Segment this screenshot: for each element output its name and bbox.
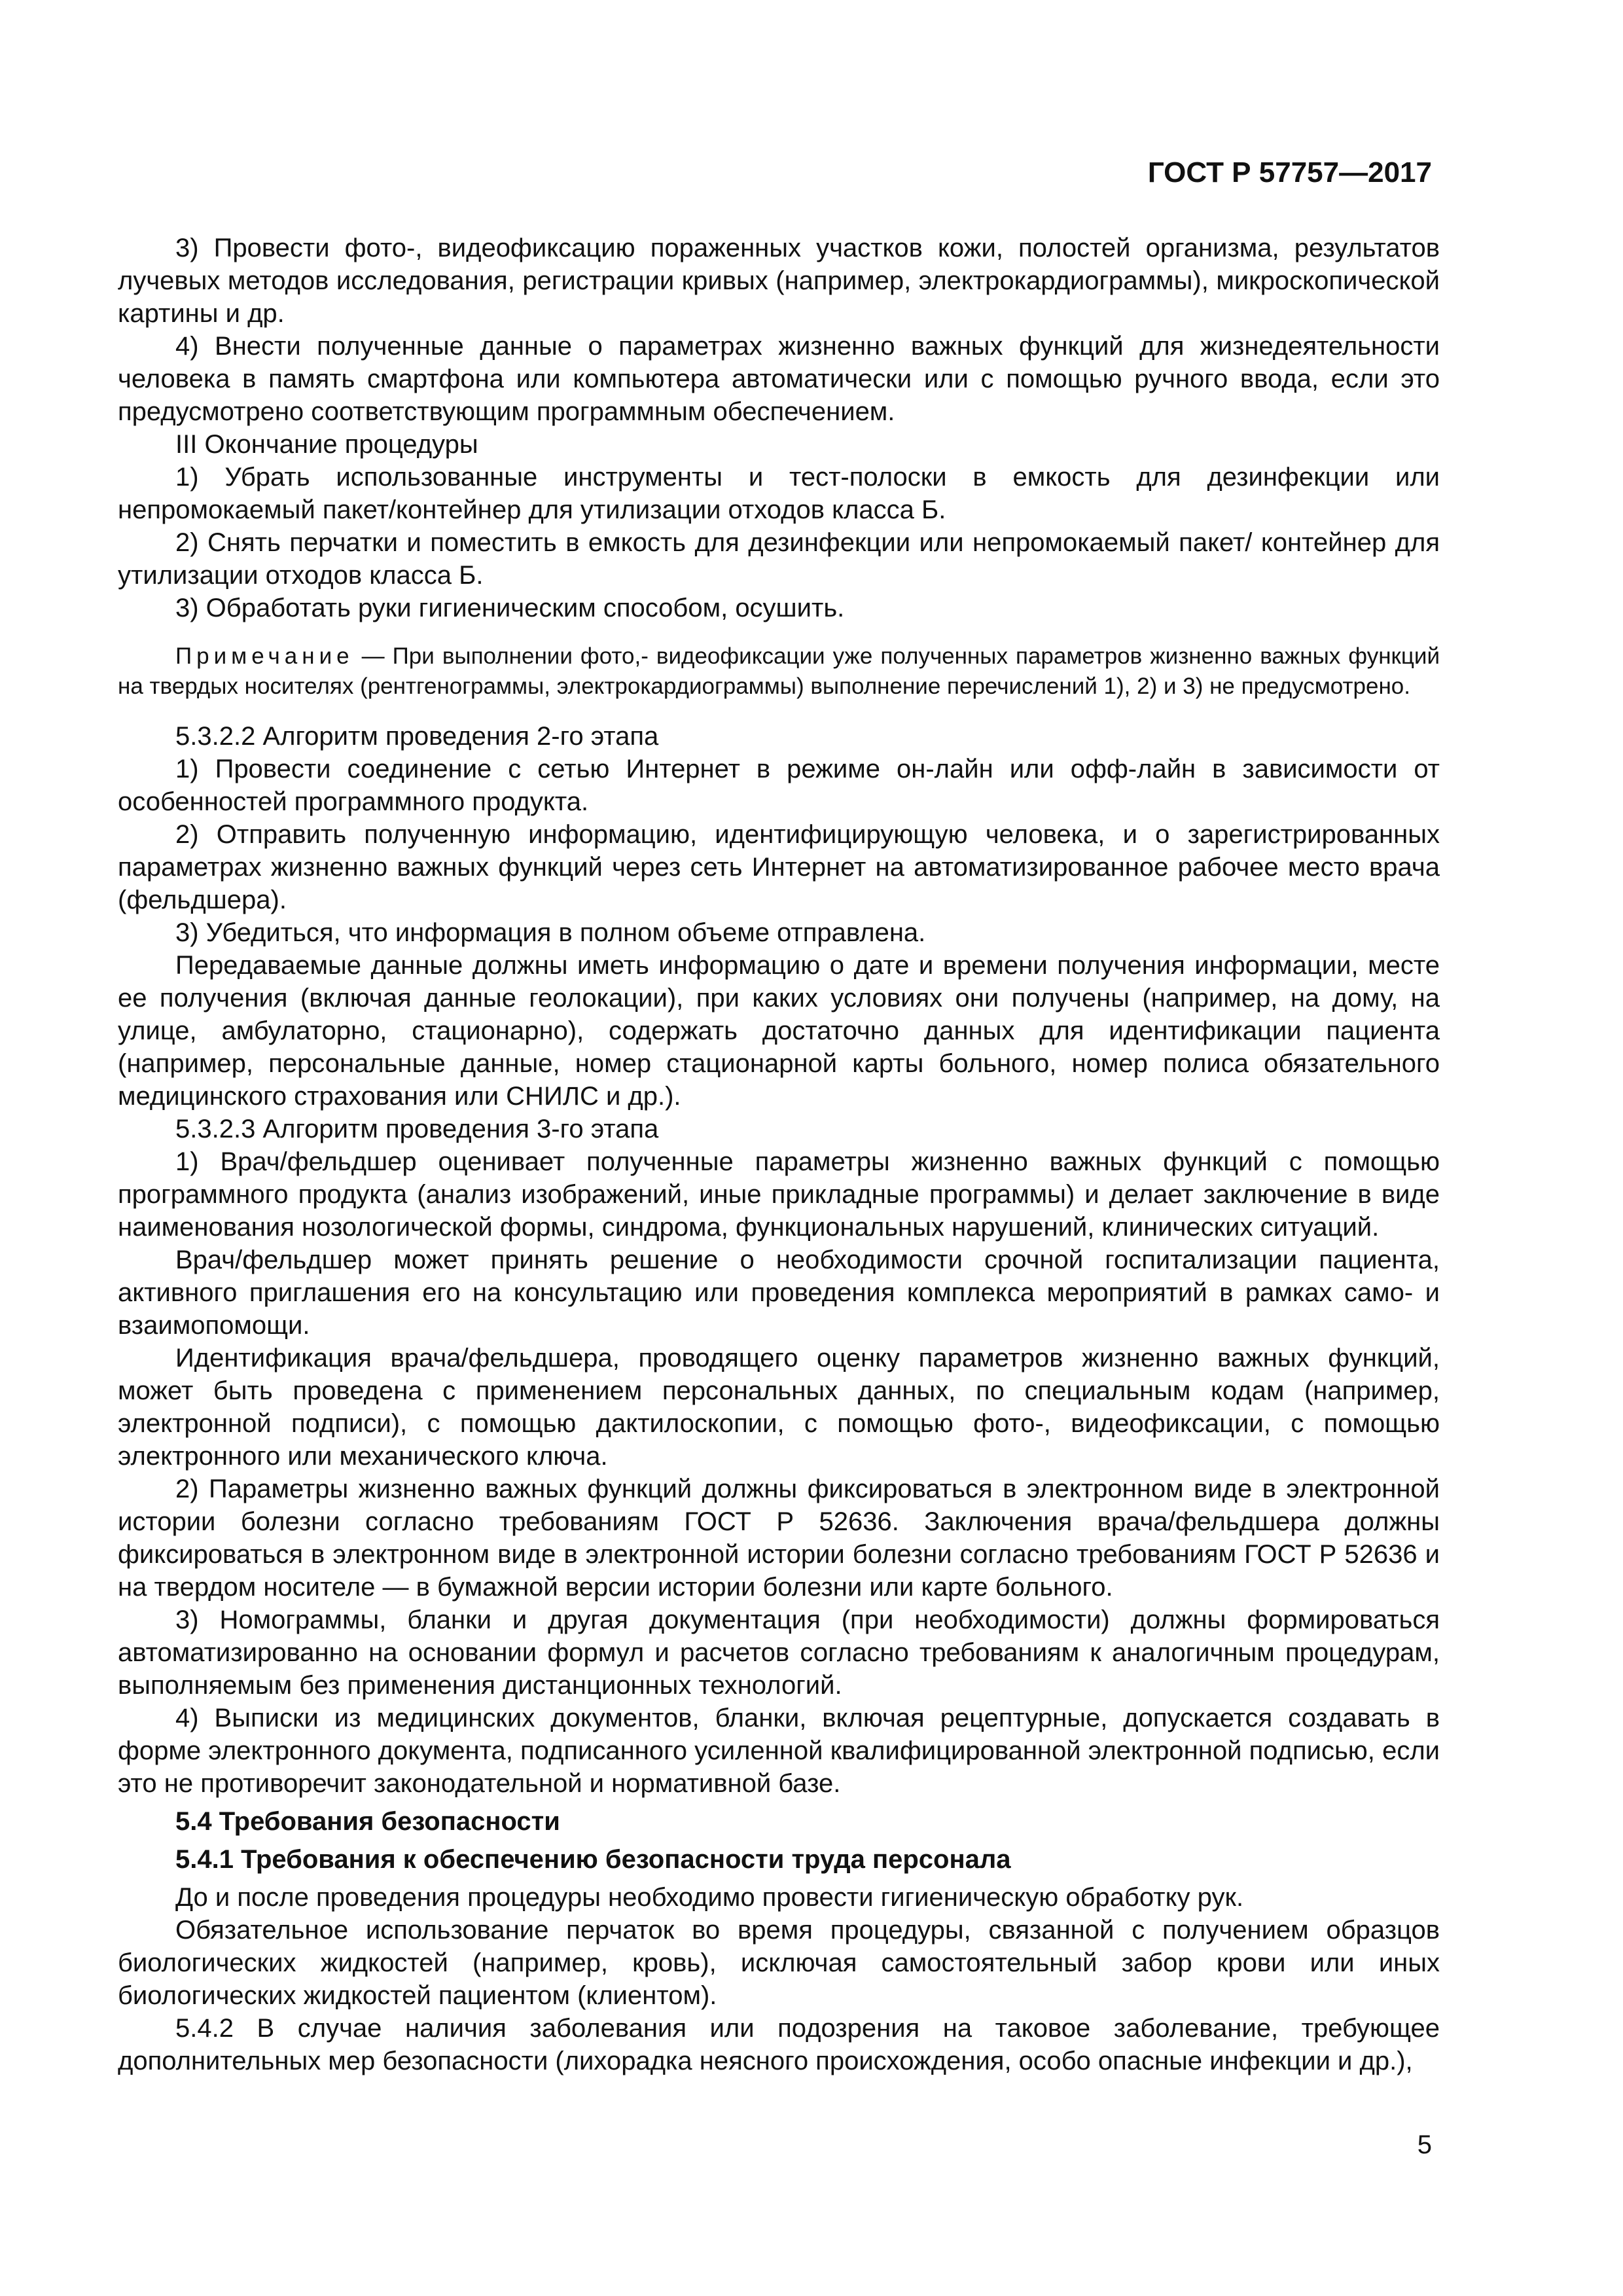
note-text: — При выполнении фото,- видеофиксации уже полученных параметров жизненно важных функций на твердых носителях (рентгенограммы, электрокардиограммы) выполнение перечислений 1), 2) и 3) не предусмотрено.	[118, 643, 1440, 699]
paragraph-hand-hygiene: До и после проведения процедуры необходимо провести гигиеническую обработку рук.	[175, 1883, 1244, 1912]
document-designation: ГОСТ Р 57757—2017	[1147, 156, 1432, 188]
paragraph-doctor-identification: Идентификация врача/фельдшера, проводящего оценку параметров жизненно важных функций, может быть проведена с применением персональных данных, по специальным кодам (например, электронной подписи), с помощью дактилоскопии, с помощью фото-, видеофиксации, с помощью электронного или механического ключа.	[118, 1344, 1440, 1471]
paragraph-enter-data: 4) Внести полученные данные о параметрах жизненно важных функций для жизнедеятельности человека в память смартфона или компьютера автоматически или с помощью ручного ввода, если это предусмотрено соответствующим программным обеспечением.	[118, 332, 1440, 426]
page-number: 5	[1417, 2130, 1432, 2159]
paragraph-remove-instruments: 1) Убрать использованные инструменты и тест-полоски в емкость для дезинфекции или непромокаемый пакет/контейнер для утилизации отходов класса Б.	[118, 463, 1440, 524]
paragraph-remove-gloves: 2) Снять перчатки и поместить в емкость для дезинфекции или непромокаемый пакет/ контейнер для утилизации отходов класса Б.	[118, 528, 1440, 590]
paragraph-gloves: Обязательное использование перчаток во время процедуры, связанной с получением образцов биологических жидкостей (например, кровь), исключая самостоятельный забор крови или иных биологических жидкостей пациентом (клиентом).	[118, 1916, 1440, 2010]
paragraph-verify-sent: 3) Убедиться, что информация в полном объеме отправлена.	[175, 918, 926, 947]
paragraph-doctor-evaluates: 1) Врач/фельдшер оценивает полученные параметры жизненно важных функций с помощью программного продукта (анализ изображений, иные прикладные программы) и делает заключение в виде наименования нозологической формы, синдрома, функциональных нарушений, клинических ситуаций.	[118, 1147, 1440, 1242]
note	[118, 641, 1440, 702]
paragraph-doctor-decision: Врач/фельдшер может принять решение о необходимости срочной госпитализации пациента, активного приглашения его на консультацию или проведения комплекса мероприятий в рамках само- и взаимопомощи.	[118, 1246, 1440, 1340]
paragraph-extracts: 4) Выписки из медицинских документов, бланки, включая рецептурные, допускается создавать в форме электронного документа, подписанного усиленной квалифицированной электронной подписью, если это не противоречит законодательной и нормативной базе.	[118, 1704, 1440, 1798]
paragraph-transmitted-data: Передаваемые данные должны иметь информацию о дате и времени получения информации, месте ее получения (включая данные геолокации), при каких условиях они получены (например, на дому, на улице, амбулаторно, стационарно), содержать достаточно данных для идентификации пациента (например, персональные данные, номер стационарной карты больного, номер полиса обязательного медицинского страхования или СНИЛС и др.).	[118, 951, 1440, 1111]
paragraph-procedure-end-title: III Окончание процедуры	[175, 430, 478, 459]
paragraph-disease-case: 5.4.2 В случае наличия заболевания или подозрения на таковое заболевание, требующее дополнительных мер безопасности (лихорадка неясного происхождения, особо опасные инфекции и др.),	[118, 2014, 1440, 2075]
paragraph-electronic-record: 2) Параметры жизненно важных функций должны фиксироваться в электронном виде в электронной истории болезни согласно требованиям ГОСТ Р 52636. Заключения врача/фельдшера должны фиксироваться в электронном виде в электронной истории болезни согласно требованиям ГОСТ Р 52636 и на твердом носителе — в бумажной версии истории болезни или карте больного.	[118, 1475, 1440, 1602]
paragraph-photo-fixation: 3) Провести фото-, видеофиксацию пораженных участков кожи, полостей организма, результатов лучевых методов исследования, регистрации кривых (например, электрокардиограммы), микроскопической картины и др.	[118, 234, 1440, 328]
section-heading-staff-safety: 5.4.1 Требования к обеспечению безопасности труда персонала	[175, 1845, 1011, 1874]
paragraph-internet-connection: 1) Провести соединение с сетью Интернет в режиме он-лайн или офф-лайн в зависимости от особенностей программного продукта.	[118, 755, 1440, 816]
page-body	[118, 232, 1440, 2077]
paragraph-stage3-title: 5.3.2.3 Алгоритм проведения 3-го этапа	[175, 1115, 659, 1143]
note-label: Примечание	[175, 643, 354, 669]
paragraph-stage2-title: 5.3.2.2 Алгоритм проведения 2-го этапа	[175, 722, 659, 751]
paragraph-treat-hands: 3) Обработать руки гигиеническим способом, осушить.	[175, 594, 845, 622]
section-heading-safety: 5.4 Требования безопасности	[175, 1807, 560, 1836]
paragraph-send-information: 2) Отправить полученную информацию, идентифицирующую человека, и о зарегистрированных параметрах жизненно важных функций через сеть Интернет на автоматизированное рабочее место врача (фельдшера).	[118, 820, 1440, 914]
paragraph-nomograms: 3) Номограммы, бланки и другая документация (при необходимости) должны формироваться автоматизированно на основании формул и расчетов согласно требованиям к аналогичным процедурам, выполняемым без применения дистанционных технологий.	[118, 1605, 1440, 1700]
